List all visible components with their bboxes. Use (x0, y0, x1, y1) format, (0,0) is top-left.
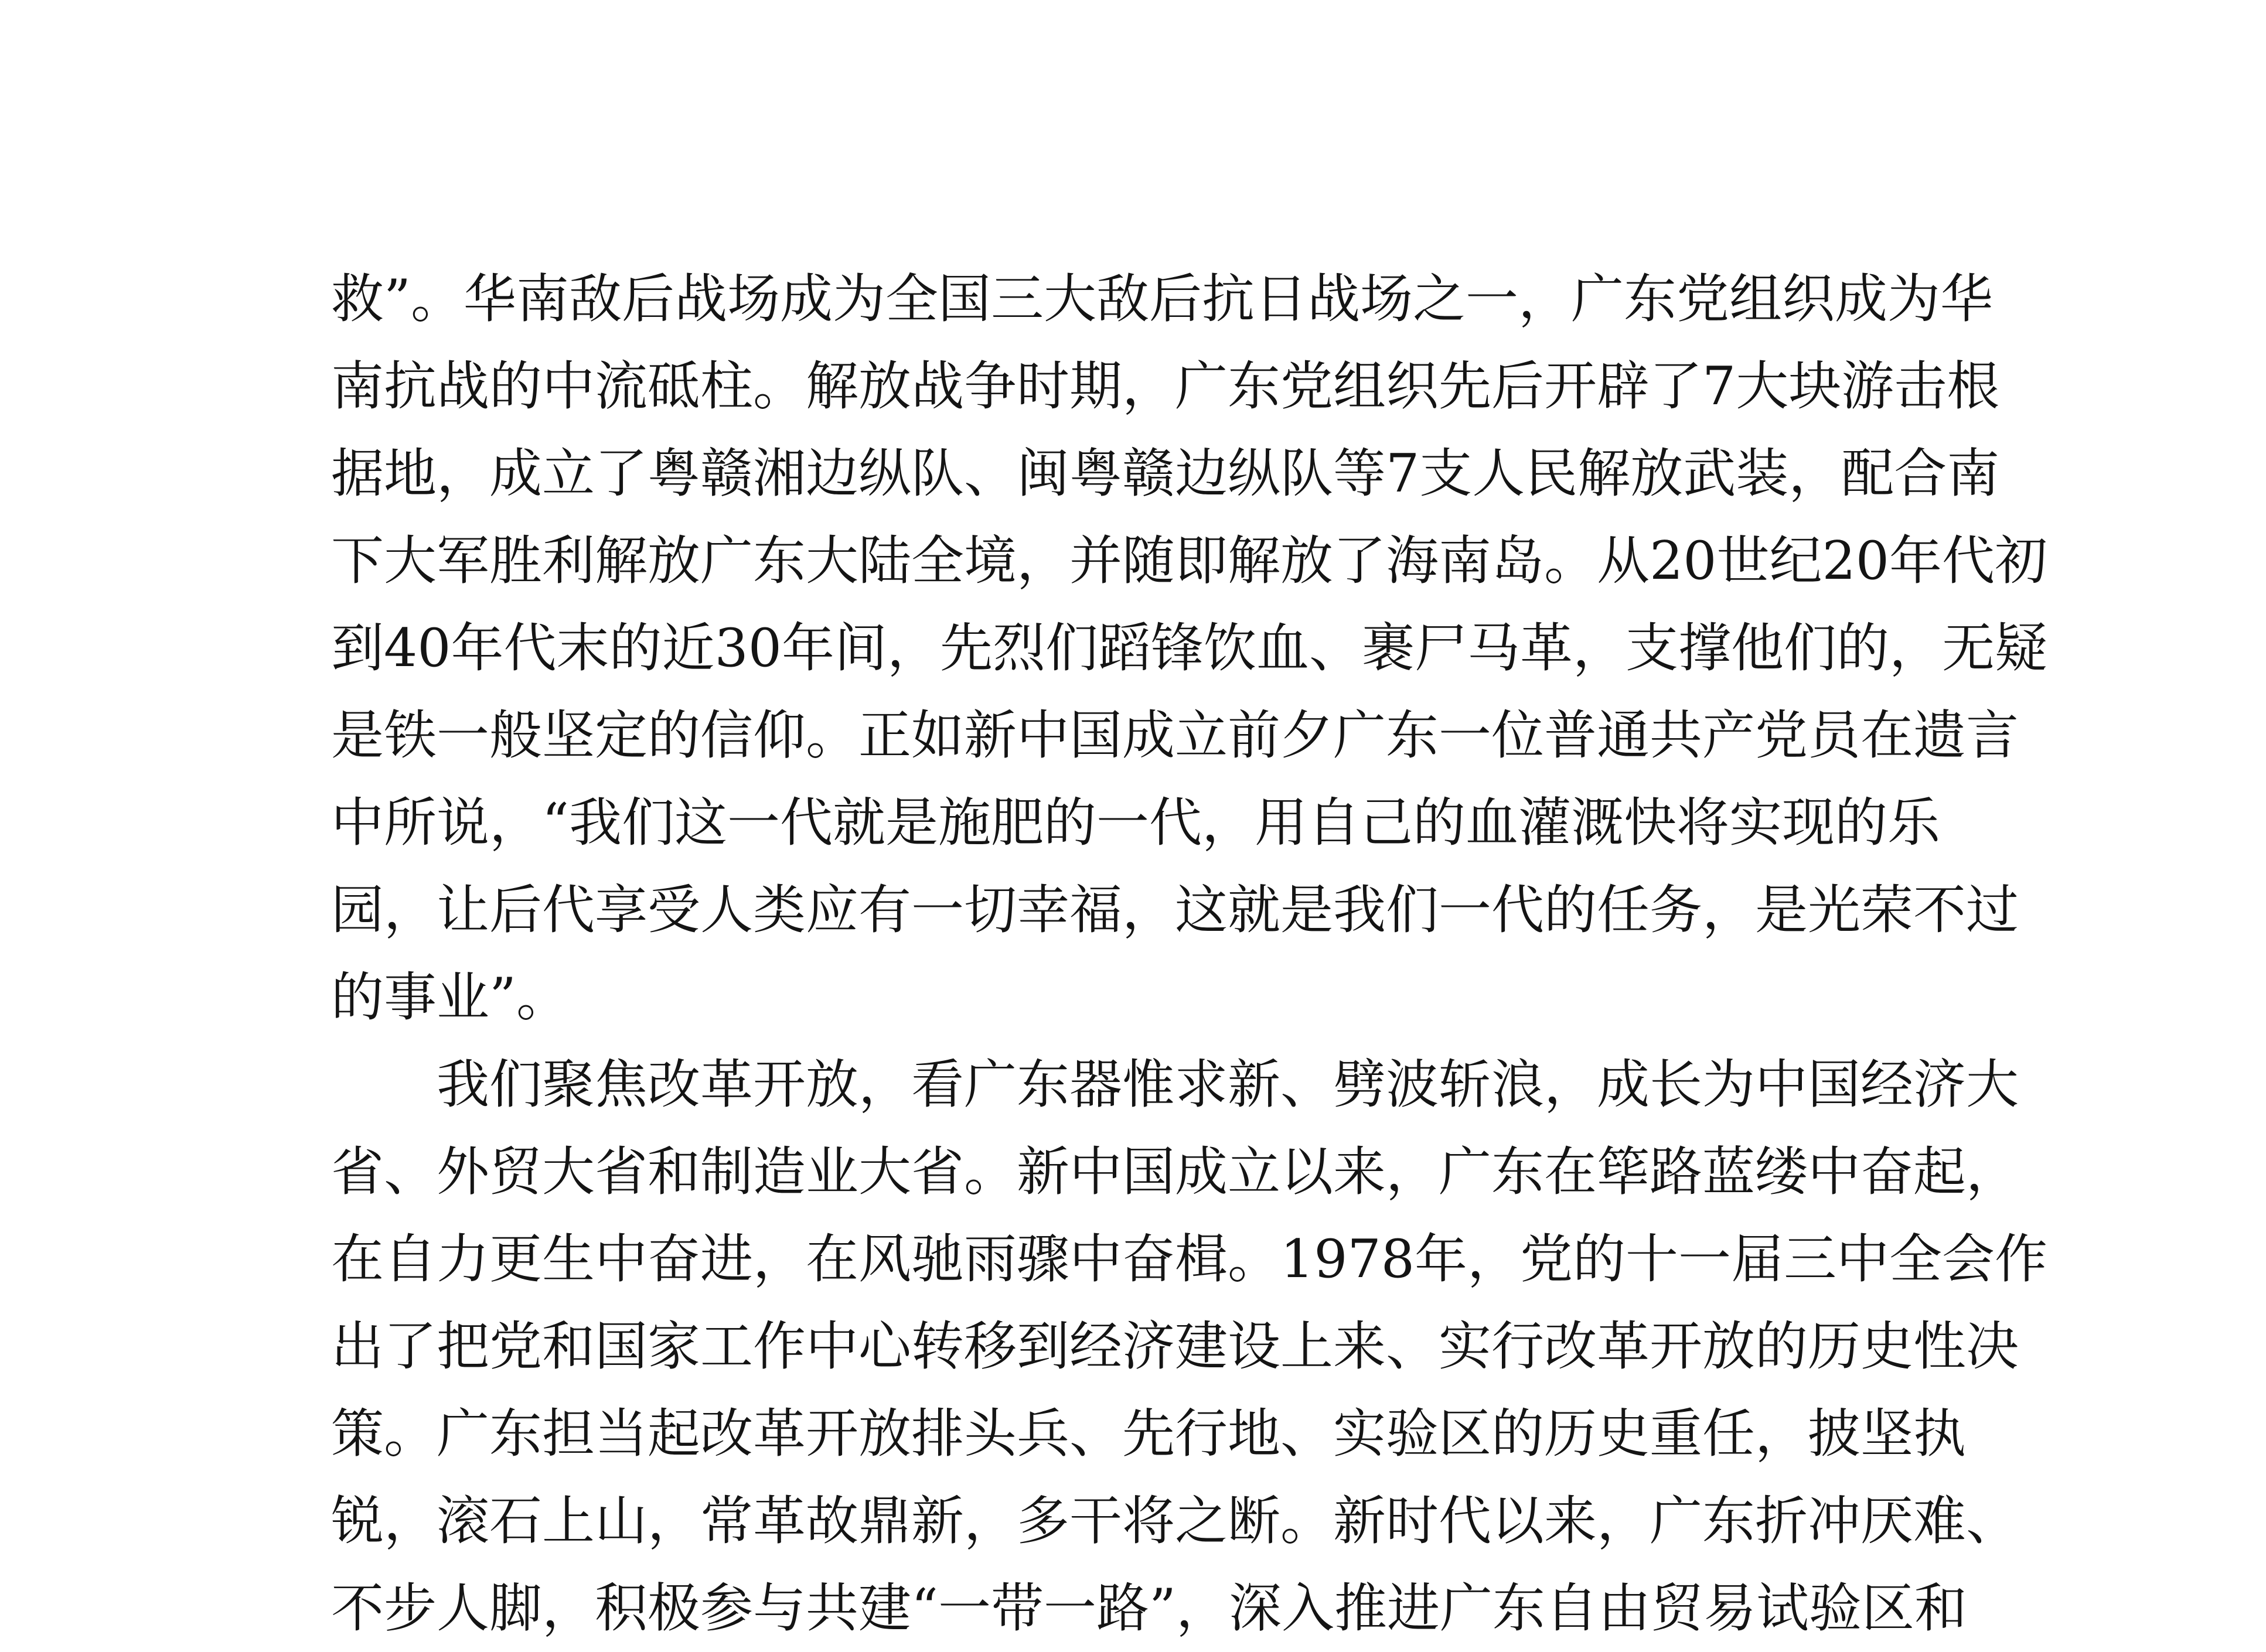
paragraph-1 (331, 255, 2048, 1041)
text-line: 是铁一般坚定的信仰。正如新中国成立前夕广东一位普通共产党员在遗言 (331, 705, 2019, 766)
text-line: 出了把党和国家工作中心转移到经济建设上来、实行改革开放的历史性决 (331, 1316, 2019, 1377)
body-text (331, 255, 2048, 1652)
text-line: 到40年代末的近30年间，先烈们蹈锋饮血、裹尸马革，支撑他们的，无疑 (331, 617, 2048, 679)
text-line: 园，让后代享受人类应有一切幸福，这就是我们一代的任务，是光荣不过 (331, 879, 2019, 941)
text-line: 锐，滚石上山，常革故鼎新，多干将之断。新时代以来，广东折冲厌难、 (331, 1490, 2019, 1552)
text-line: 的事业”。 (331, 967, 570, 1028)
text-line: 据地，成立了粤赣湘边纵队、闽粤赣边纵队等7支人民解放武装，配合南 (331, 443, 2000, 504)
text-line: 省、外贸大省和制造业大省。新中国成立以来，广东在筚路蓝缕中奋起， (331, 1141, 2019, 1203)
text-line: 南抗战的中流砥柱。解放战争时期，广东党组织先后开辟了7大块游击根 (331, 356, 2000, 417)
text-line: 下大军胜利解放广东大陆全境，并随即解放了海南岛。从20世纪20年代初 (331, 530, 2048, 592)
text-line: 救”。华南敌后战场成为全国三大敌后抗日战场之一，广东党组织成为华 (331, 268, 1994, 330)
paragraph-2 (331, 1041, 2048, 1652)
text-line: 中所说，“我们这一代就是施肥的一代，用自己的血灌溉快将实现的乐 (331, 792, 1941, 854)
text-line: 策。广东担当起改革开放排头兵、先行地、实验区的历史重任，披坚执 (331, 1403, 1966, 1465)
text-line: 不步人脚，积极参与共建“一带一路”，深入推进广东自由贸易试验区和 (331, 1578, 1968, 1639)
text-line: 我们聚焦改革开放，看广东器惟求新、劈波斩浪，成长为中国经济大 (331, 1054, 2019, 1115)
text-line: 在自力更生中奋进，在风驰雨骤中奋楫。1978年，党的十一届三中全会作 (331, 1228, 2048, 1290)
